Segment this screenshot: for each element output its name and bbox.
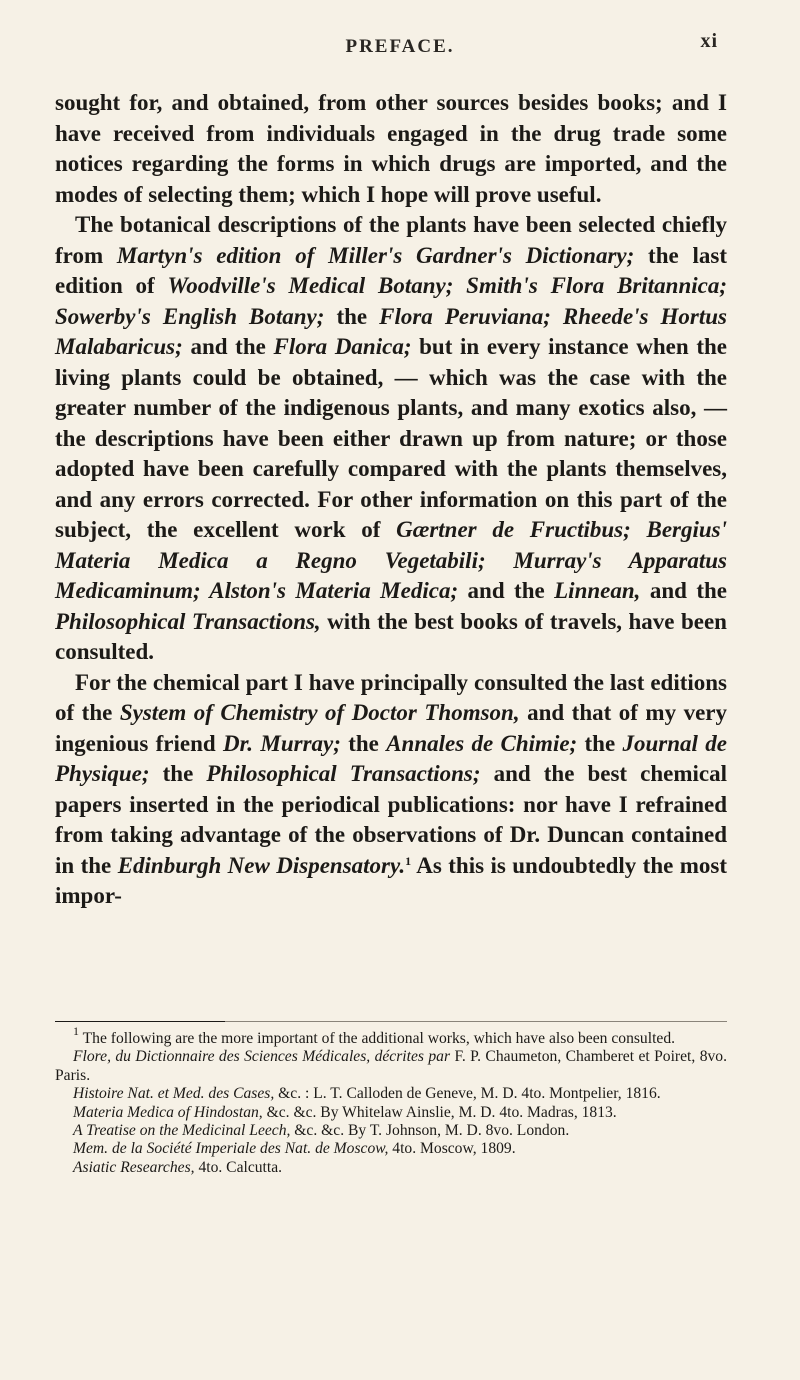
body-text <box>55 88 727 912</box>
footnote-work-title: A Treatise on the Medicinal Leech, <box>73 1122 291 1140</box>
footnote-text: 4to. Calcutta. <box>194 1158 283 1176</box>
text-run: but in every instance when the living plants could be obtained, — which was the case with the greater number of the indigenous plants, and many exotics also, — the descriptions have been either drawn up from nature; or those adopted have been carefully compared with the plants themselves, and any errors corrected. For other information on this part of the subject, the excellent work of <box>55 334 727 542</box>
footnote-text: &c. &c. By T. Johnson, M. D. 8vo. London. <box>290 1122 570 1140</box>
footnote-text: 4to. Moscow, 1809. <box>388 1140 516 1158</box>
work-title: Flora Danica; <box>273 334 412 359</box>
page-header <box>0 26 800 66</box>
paragraph-2 <box>55 210 727 668</box>
footnote-entry <box>55 1159 727 1177</box>
text-run: with the best books of travels, have been consulted. <box>55 608 727 664</box>
footnote-entry <box>55 1140 727 1158</box>
footnote-text: The following are the more important of the additional works, which have also been consulted. <box>79 1030 676 1047</box>
footnote-entry <box>55 1122 727 1140</box>
footnote-work-title: Materia Medica of Hindostan, <box>73 1103 263 1121</box>
work-title: Dr. Murray; <box>223 730 341 756</box>
work-title: Woodville's Medical Botany; Smith's Flora Britannica; Sowerby's English Botany; <box>55 273 728 329</box>
work-title: Linnean, <box>554 578 641 603</box>
running-title: PREFACE. <box>345 36 455 57</box>
footnote-rule <box>55 1021 225 1022</box>
work-title: Martyn's edition of Miller's Gardner's Dictionary; <box>116 242 635 268</box>
page-number: xi <box>700 30 718 52</box>
work-title: Flora Peruviana; Rheede's Hortus Malabaricus; <box>55 303 727 359</box>
text-run: and the <box>182 334 274 359</box>
footnote-work-title: Flore, du Dictionnaire des Sciences Médicales, décrites par <box>73 1048 451 1066</box>
footnote-work-title: Asiatic Researches, <box>73 1158 195 1176</box>
footnote-entry <box>55 1104 727 1122</box>
footnote-reference[interactable]: 1 <box>405 853 412 868</box>
footnote-text: &c. &c. By Whitelaw Ainslie, M. D. 4to. Madras, 1813. <box>262 1103 617 1121</box>
text-run: and the <box>458 578 555 603</box>
text-run: and that of my very ingenious friend <box>55 700 727 756</box>
paragraph-3 <box>55 668 727 912</box>
footnote-1 <box>55 1024 727 1048</box>
text-run: the last edition of <box>55 242 727 298</box>
work-title: Journal de Physique; <box>55 730 727 786</box>
text-run: the <box>324 303 380 329</box>
footnote-text: F. P. Chaumeton, Chamberet et Poiret, 8vo. Paris. <box>55 1048 727 1084</box>
work-title: Philosophical Transactions, <box>55 608 321 634</box>
paragraph-1: sought for, and obtained, from other sources besides books; and I have received from individuals engaged in the drug trade some notices regarding the forms in which drugs are imported, and the modes of selecting them; which I hope will prove useful. <box>55 90 727 207</box>
text-run: the <box>340 730 387 756</box>
text-run: For the chemical part I have principally consulted the last editions of the <box>55 669 727 725</box>
text-run: the <box>149 761 207 786</box>
text-run: The botanical descriptions of the plants have been selected chiefly from <box>55 212 727 268</box>
work-title: Edinburgh New Dispensatory. <box>117 852 406 878</box>
footnote-entry <box>55 1048 727 1085</box>
work-title: Annales de Chimie; <box>386 730 578 756</box>
work-title: Gærtner de Fructibus; Bergius' Materia Medica a Regno Vegetabili; Murray's Apparatus Medicaminum; Alston's Materia Medica; <box>55 517 728 603</box>
footnotes <box>55 1024 727 1177</box>
work-title: System of Chemistry of Doctor Thomson, <box>119 700 520 725</box>
footnote-text: &c. : L. T. Calloden de Geneve, M. D. 4to. Montpelier, 1816. <box>274 1085 661 1103</box>
text-run: and the best chemical papers inserted in the periodical publications: nor have I refrained from taking advantage of the observations of Dr. Duncan contained in the <box>55 761 727 878</box>
footnote-rule-faint <box>225 1021 727 1022</box>
footnote-work-title: Histoire Nat. et Med. des Cases, <box>73 1085 275 1103</box>
footnote-entry <box>55 1085 727 1103</box>
text-run: and the <box>640 578 727 603</box>
work-title: Philosophical Transactions; <box>206 761 481 786</box>
footnote-mark: 1 <box>73 1024 79 1038</box>
text-run: As this is undoubtedly the most impor- <box>55 852 728 908</box>
footnote-work-title: Mem. de la Société Imperiale des Nat. de Moscow, <box>73 1140 389 1158</box>
text-run: the <box>577 730 623 756</box>
